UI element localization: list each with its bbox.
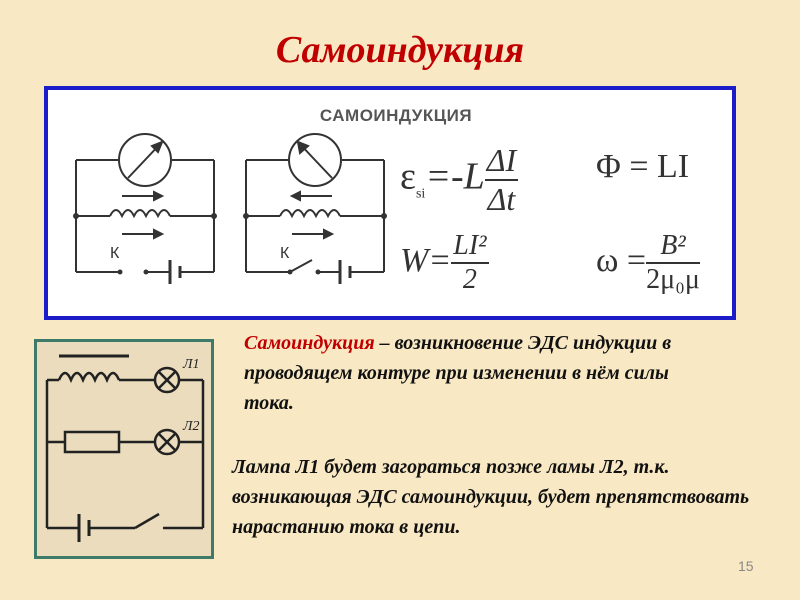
definition-paragraph	[244, 328, 704, 418]
panel-heading: САМОИНДУКЦИЯ	[319, 106, 473, 125]
explanation-paragraph: Лампа Л1 будет загораться позже ламы Л2, т.к. возникающая ЭДС самоиндукции, будет препятствовать нарастанию тока в цепи.	[232, 456, 750, 538]
formula-energy: W= $\frac{\text{LI²}}{2}$	[400, 230, 487, 295]
switch-label-1: К	[110, 245, 120, 262]
formula-energy-density: ω = $\frac{\text{B²}}{\text{2μ₀μ}}$	[596, 230, 700, 295]
open-switch-icon	[290, 260, 312, 272]
definition-term: Самоиндукция	[244, 332, 375, 354]
resistor-icon	[65, 432, 119, 452]
switch-icon	[135, 514, 159, 528]
slide-title: Самоиндукция	[275, 29, 525, 71]
switch-label-2: К	[280, 245, 290, 262]
definition-body: – возникновение ЭДС индукции в проводящем контуре при изменении в нём силы тока.	[244, 332, 672, 414]
coil-icon	[59, 373, 119, 380]
formula-flux: Φ = LI	[596, 148, 690, 185]
coil-icon-2	[280, 210, 340, 216]
page-number: 15	[738, 558, 754, 574]
lamp-circuit-svg	[37, 342, 211, 556]
formula-emf: $\varepsilon_{si}=-L$ $\frac{\Delta I}{\Delta t}$	[400, 142, 517, 217]
formula-diagram-panel	[44, 86, 736, 320]
lamp-circuit-diagram	[34, 339, 214, 559]
lamp2-label: Л2	[183, 419, 200, 434]
coil-icon-1	[110, 210, 170, 216]
lamp1-label: Л1	[183, 357, 200, 372]
circuit-open-switch	[246, 134, 384, 284]
circuit-closed-switch	[76, 134, 214, 284]
